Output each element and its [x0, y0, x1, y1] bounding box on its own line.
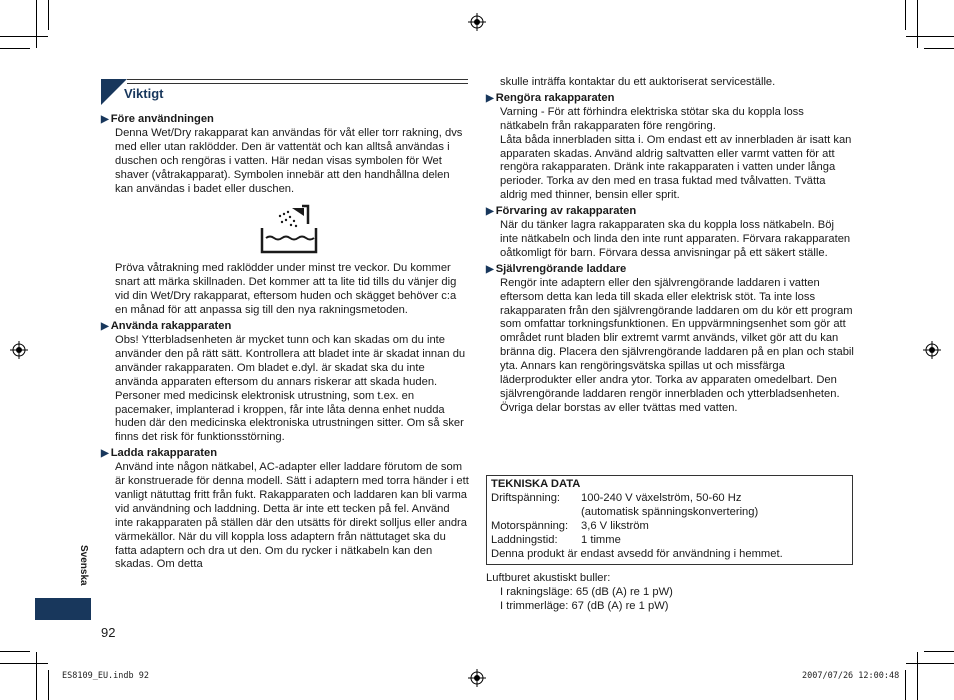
arrow-icon: ▶	[101, 321, 109, 333]
section-forvaring	[486, 205, 854, 261]
paragraph: När du tänker lagra rakapparaten ska du koppla loss nätkabeln. Böj inte nätkabeln och linda den inte runt apparaten. Förvara rakapparaten oåtkomligt för barn. Förvara dessa anvisningar på ett säkert ställe.	[500, 219, 851, 259]
crop-mark	[0, 651, 30, 652]
registration-mark-icon	[468, 13, 486, 31]
crop-mark	[0, 36, 48, 37]
paragraph: Obs! Ytterbladsenheten är mycket tunn och kan skadas om du inte använder den på rätt sätt. Kontrollera att bladet inte är skadat innan du använder rakapparaten. Om bladet e.dyl. är skadat ska du inte använda apparaten eftersom du annars riskerar att skada huden.	[115, 333, 466, 388]
page-title: Viktigt	[124, 86, 164, 101]
crop-mark	[924, 651, 954, 652]
section-title: Förvaring av rakapparaten	[495, 205, 637, 218]
paragraph: Pröva våtrakning med raklödder under minst tre veckor. Du kommer snart att märka skillnaden. Det kommer att ta lite tid tills du vänjer dig vid din Wet/Dry rakapparat, eftersom huden och skägget behöver c:a en månad för att anpassa sig till den nya rakningsmetoden.	[115, 262, 457, 317]
arrow-icon: ▶	[486, 206, 494, 218]
crop-mark	[924, 48, 954, 49]
section-fore-anvandningen	[101, 113, 469, 318]
section-title: Använda rakapparaten	[110, 320, 232, 333]
language-tab	[35, 598, 91, 620]
footer-file: ES8109_EU.indb 92	[62, 671, 149, 681]
section-title: Före användningen	[110, 113, 214, 125]
section-heading	[101, 79, 468, 105]
crop-mark	[905, 670, 906, 700]
registration-mark-icon	[468, 669, 486, 687]
page-number: 92	[101, 625, 116, 640]
section-anvanda-rakapparaten	[101, 320, 469, 445]
crop-mark	[36, 0, 37, 48]
section-title: Rengöra rakapparaten	[495, 91, 615, 104]
noise-title: Luftburet akustiskt buller:	[486, 572, 611, 584]
left-column	[101, 111, 469, 572]
paragraph: Rengör inte adaptern eller den självrengörande laddaren i vatten eftersom detta kan leda till skada eller elektrisk stöt. Ta inte loss rakapparaten från den självrengörande laddaren om du kör ett program som omfattar torkningsfunktionen. En uppvärmningsenhet som gör att området runt bladen blir extremt varmt används, vilket gör att du kan bränna dig. Placera den självrengörande laddaren på en plan och stabil yta. Annars kan rengöringsvätska spillas ut och missfärga läderprodukter eller andra ytor. Torka av apparaten omedelbart. Den självrengörande laddaren rengör innerbladen och ytterbladsenheten. Övriga delar borstas av eller tvättas med vatten.	[500, 276, 854, 414]
crop-mark	[0, 48, 30, 49]
crop-mark	[905, 0, 906, 30]
section-rengora-rakapparaten	[486, 92, 854, 203]
crop-mark	[906, 36, 954, 37]
tech-row: Driftspänning: 100-240 V växelström, 50-60 Hz	[491, 491, 742, 504]
arrow-icon: ▶	[486, 92, 494, 104]
paragraph: Låta båda innerbladen sitta i. Om endast ett av innerbladen är isatt kan apparaten skadas. Använd aldrig saltvatten eller varmt vatten för att rengöra rakapparaten. Dränk inte rakapparaten i vatten under långa perioder. Torka av den med en trasa fuktad med tvålvatten. Tvätta aldrig med thinner, bensin eller sprit.	[500, 133, 852, 202]
tech-row: Motorspänning: 3,6 V likström	[491, 519, 649, 532]
section-title: Ladda rakapparaten	[110, 447, 218, 460]
arrow-icon: ▶	[486, 263, 494, 275]
crop-mark	[48, 670, 49, 700]
crop-mark	[0, 663, 48, 664]
crop-mark	[36, 652, 37, 700]
tech-note: Denna produkt är endast avsedd för användning i hemmet.	[491, 547, 783, 560]
paragraph: Använd inte någon nätkabel, AC-adapter eller laddare förutom de som är konstruerade för denna modell. Sätt i adaptern med torra händer i ett vanligt nätuttag fritt från fukt. Rakapparaten och laddaren kan bli varma vid användning och laddning. Detta är inte ett tecken på fel. Använd inte rakapparaten på ställen där den utsätts för direkt solljus eller andra värmekällor. När du vill koppla loss adaptern från nättutaget ska du fatta adaptern och dra ut den. Om du rycker i nätkabeln kan den skadas. Om detta	[115, 461, 469, 571]
section-title: Självrengörande laddare	[495, 262, 627, 275]
shower-bath-icon	[101, 196, 469, 262]
registration-mark-icon	[923, 341, 941, 359]
arrow-icon: ▶	[101, 114, 109, 125]
language-tab-label: Svenska	[78, 545, 89, 586]
paragraph: Varning - För att förhindra elektriska stötar ska du koppla loss nätkabeln från rakapparaten före rengöring.	[500, 105, 804, 132]
tech-row: Laddningstid: 1 timme	[491, 533, 621, 546]
registration-mark-icon	[10, 341, 28, 359]
noise-line: I trimmerläge: 67 (dB (A) re 1 pW)	[500, 599, 669, 612]
paragraph: Personer med medicinsk elektronisk utrustning, som t.ex. en pacemaker, implanterad i kroppen, får inte låta denna enhet nudda huden där den medicinska elektroniska utrustningen sitter. Om så sker finns det risk för funktionsstörning.	[115, 389, 464, 444]
paragraph: Denna Wet/Dry rakapparat kan användas för våt eller torr rakning, dvs med eller utan raklödder. Den är vattentät och kan alltså användas i duschen och rengöras i vatten. Här nedan visas symbolen för Wet shaver (våtrakapparat). Symbolen innebär att den handhållna delen kan användas i badet eller duschen.	[115, 126, 463, 195]
noise-line: I rakningsläge: 65 (dB (A) re 1 pW)	[500, 585, 673, 598]
tech-title: TEKNISKA DATA	[491, 478, 581, 490]
section-sjalvrengorande	[486, 263, 854, 416]
crop-mark	[917, 0, 918, 48]
footer-date: 2007/07/26 12:00:48	[802, 671, 900, 681]
section-ladda-rakapparaten	[101, 447, 469, 572]
tech-row: (automatisk spänningskonvertering)	[581, 505, 759, 518]
paragraph: skulle inträffa kontaktar du ett auktoriserat serviceställe.	[500, 76, 776, 88]
noise-info	[486, 572, 854, 614]
right-column	[486, 76, 854, 416]
crop-mark	[48, 0, 49, 30]
tech-data-box	[486, 475, 853, 565]
arrow-icon: ▶	[101, 448, 109, 460]
crop-mark	[917, 652, 918, 700]
crop-mark	[906, 663, 954, 664]
